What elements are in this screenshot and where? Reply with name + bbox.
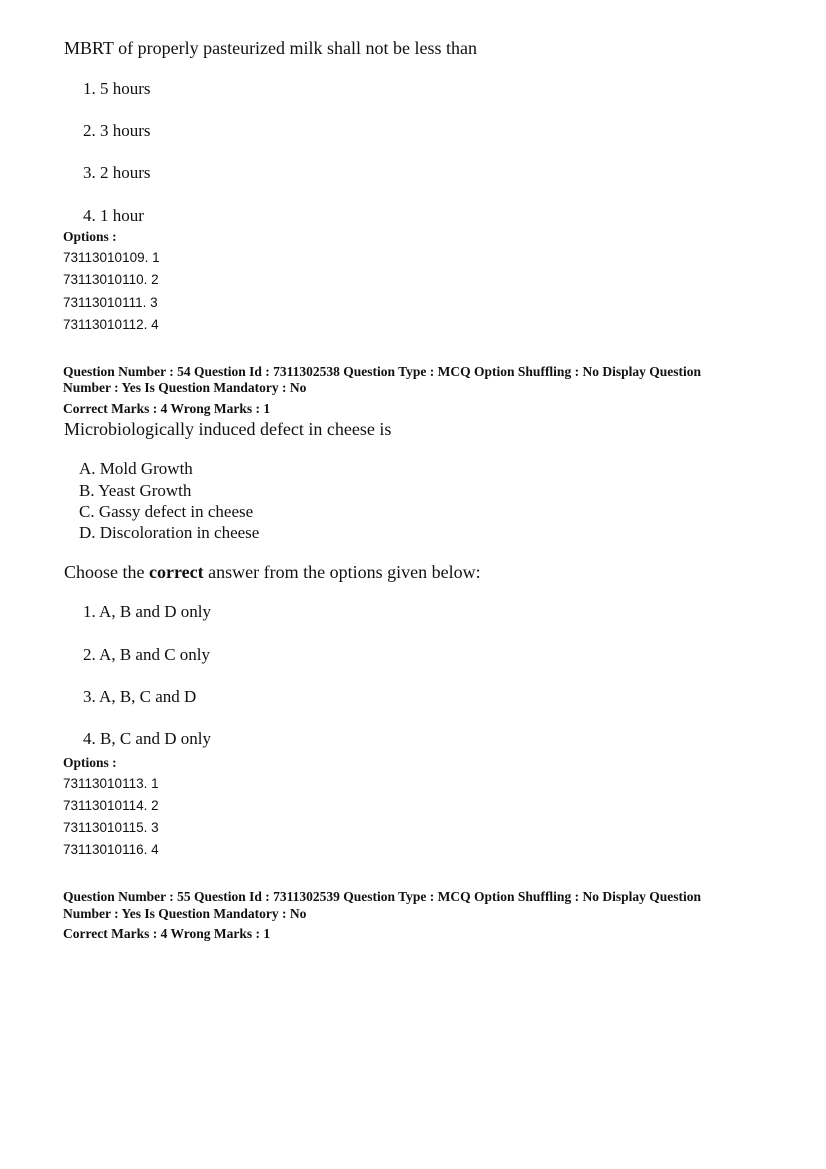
question-54-option-id-3: 73113010115. 3: [63, 820, 159, 835]
question-53-option-id-3: 73113010111. 3: [63, 295, 158, 310]
question-54-statement-d: D. Discoloration in cheese: [79, 523, 260, 542]
question-54-option-id-4: 73113010116. 4: [63, 842, 159, 857]
instruction-prefix: Choose the: [64, 562, 149, 582]
question-54-meta-line-2: Number : Yes Is Question Mandatory : No: [63, 380, 307, 395]
question-53-options-label: Options :: [63, 229, 117, 244]
question-54-options-label: Options :: [63, 755, 117, 770]
question-53-option-id-4: 73113010112. 4: [63, 317, 159, 332]
question-54-option-id-2: 73113010114. 2: [63, 798, 159, 813]
question-54-option-id-1: 73113010113. 1: [63, 776, 159, 791]
question-53-choice-3: 3. 2 hours: [83, 163, 151, 182]
question-55-meta-line-2: Number : Yes Is Question Mandatory : No: [63, 906, 307, 921]
question-53-option-id-2: 73113010110. 2: [63, 272, 159, 287]
instruction-emphasis: correct: [149, 562, 204, 582]
question-53-option-id-1: 73113010109. 1: [63, 250, 160, 265]
question-55-marks: Correct Marks : 4 Wrong Marks : 1: [63, 926, 271, 941]
question-53-choice-4: 4. 1 hour: [83, 206, 144, 225]
question-54-stem: Microbiologically induced defect in cheese is: [64, 419, 392, 439]
question-54-marks: Correct Marks : 4 Wrong Marks : 1: [63, 401, 271, 416]
question-53-choice-1: 1. 5 hours: [83, 79, 151, 98]
question-53-choice-2: 2. 3 hours: [83, 121, 151, 140]
question-54-instruction: [64, 562, 481, 583]
instruction-suffix: answer from the options given below:: [203, 562, 481, 582]
question-54-statement-b: B. Yeast Growth: [79, 481, 192, 500]
question-53-stem: MBRT of properly pasteurized milk shall not be less than: [64, 38, 478, 58]
question-54-choice-2: 2. A, B and C only: [83, 645, 211, 664]
question-54-statement-a: A. Mold Growth: [79, 459, 193, 478]
question-54-choice-3: 3. A, B, C and D: [83, 687, 197, 706]
question-55-meta-line-1: Question Number : 55 Question Id : 7311302539 Question Type : MCQ Option Shuffling : No Display Question: [63, 889, 701, 904]
question-54-statement-c: C. Gassy defect in cheese: [79, 502, 254, 521]
question-54-meta-line-1: Question Number : 54 Question Id : 7311302538 Question Type : MCQ Option Shuffling : No Display Question: [63, 364, 701, 379]
question-54-choice-4: 4. B, C and D only: [83, 729, 211, 748]
question-54-choice-1: 1. A, B and D only: [83, 602, 211, 621]
